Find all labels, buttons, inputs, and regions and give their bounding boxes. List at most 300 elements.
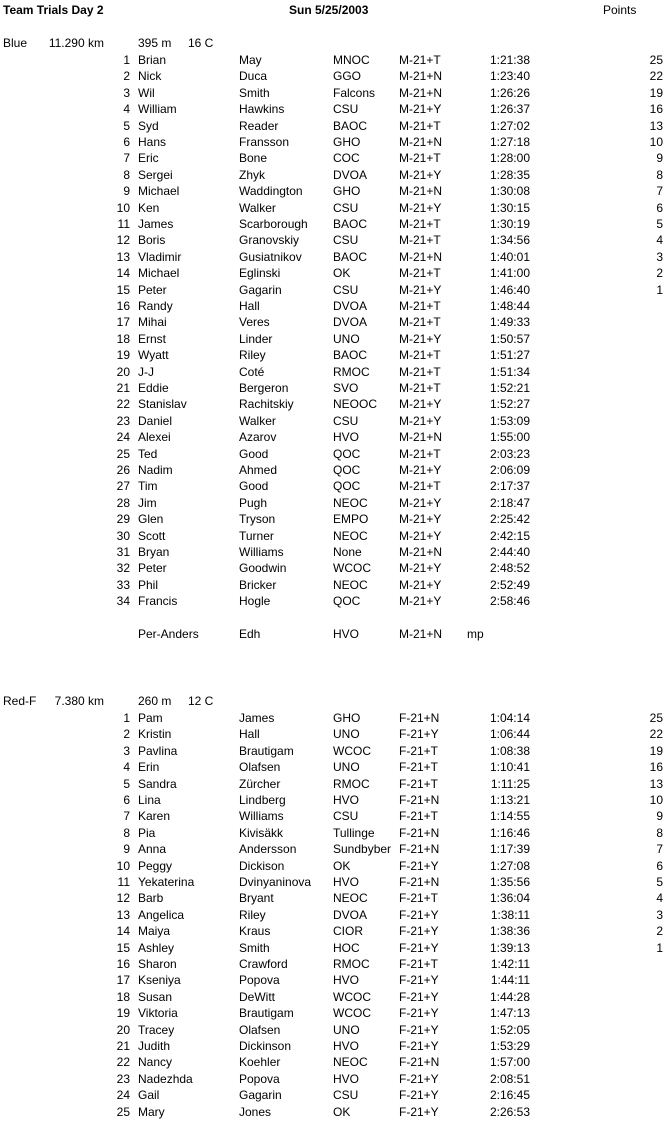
first-name-cell: Tim <box>138 479 158 494</box>
last-name-cell: Hawkins <box>239 102 285 117</box>
time-cell: 1:48:44 <box>489 299 530 313</box>
first-name-cell: Angelica <box>138 907 185 922</box>
time-cell: 1:53:29 <box>489 1039 530 1053</box>
class-cell: F-21+Y <box>399 940 439 955</box>
result-row <box>0 429 667 445</box>
result-row <box>0 282 667 298</box>
result-row <box>0 396 667 412</box>
class-cell: F-21+Y <box>399 1104 439 1119</box>
points-cell: 19 <box>649 743 663 758</box>
result-row <box>0 858 667 874</box>
last-name-cell: Gagarin <box>239 1088 282 1103</box>
result-row <box>0 85 667 101</box>
club-cell: HOC <box>333 940 360 955</box>
result-row <box>0 710 667 726</box>
class-cell: F-21+T <box>399 891 439 906</box>
first-name-cell: Eric <box>138 151 159 166</box>
last-name-cell: Kivisäkk <box>239 825 284 840</box>
time-cell: 2:08:51 <box>489 1071 530 1086</box>
club-cell: DVOA <box>333 167 368 182</box>
class-cell: M-21+Y <box>399 282 442 297</box>
place-cell: 31 <box>116 545 130 559</box>
club-cell: OK <box>333 1104 351 1119</box>
place-cell: 17 <box>116 315 130 330</box>
place-cell: 22 <box>116 397 130 412</box>
first-name-cell: Mihai <box>138 315 167 330</box>
last-name-cell: Dickison <box>239 858 285 873</box>
place-cell: 3 <box>123 743 130 758</box>
result-row <box>0 956 667 972</box>
club-cell: HVO <box>333 973 360 988</box>
club-cell: NEOC <box>333 891 368 906</box>
last-name-cell: Hogle <box>239 594 271 609</box>
last-name-cell: Walker <box>239 413 276 428</box>
result-row <box>0 183 667 199</box>
points-cell: 5 <box>656 875 663 889</box>
section-distance: 11.290 km <box>48 36 104 50</box>
time-cell: 2:48:52 <box>489 561 530 576</box>
class-cell: F-21+N <box>399 793 440 807</box>
result-row <box>0 52 667 68</box>
place-cell: 8 <box>123 825 130 840</box>
status-cell: mp <box>467 626 484 641</box>
section-controls: 12 C <box>188 694 214 708</box>
place-cell: 29 <box>116 512 130 527</box>
last-name-cell: Goodwin <box>239 561 287 576</box>
place-cell: 20 <box>116 1022 130 1037</box>
place-cell: 3 <box>123 85 130 100</box>
last-name-cell: Gagarin <box>239 282 282 297</box>
last-name-cell: Gusiatnikov <box>239 249 302 264</box>
club-cell: COC <box>333 151 360 166</box>
result-row <box>0 1104 667 1120</box>
place-cell: 4 <box>123 102 130 117</box>
points-column-header: Points <box>603 3 637 17</box>
result-row <box>0 200 667 216</box>
club-cell: HVO <box>333 1039 360 1053</box>
result-row <box>0 874 667 890</box>
class-cell: M-21+Y <box>399 200 442 215</box>
class-cell: M-21+Y <box>399 463 442 477</box>
result-row <box>0 347 667 363</box>
club-cell: UNO <box>333 331 360 346</box>
time-cell: 1:44:28 <box>489 989 530 1004</box>
first-name-cell: Francis <box>138 594 178 609</box>
club-cell: RMOC <box>333 957 370 971</box>
first-name-cell: Pia <box>138 825 156 840</box>
class-cell: F-21+Y <box>399 989 439 1004</box>
club-cell: DVOA <box>333 315 368 330</box>
first-name-cell: Ken <box>138 200 160 215</box>
result-row <box>0 380 667 396</box>
club-cell: GGO <box>333 69 362 84</box>
club-cell: CSU <box>333 1088 359 1103</box>
class-cell: F-21+Y <box>399 1071 439 1086</box>
place-cell: 11 <box>117 217 130 231</box>
class-cell: F-21+T <box>399 760 439 775</box>
class-cell: F-21+Y <box>399 973 439 988</box>
points-cell: 25 <box>649 711 663 725</box>
club-cell: BAOC <box>333 249 368 264</box>
mispunch-row <box>0 626 667 642</box>
last-name-cell: Walker <box>239 200 276 215</box>
place-cell: 1 <box>123 53 130 67</box>
time-cell: 1:51:34 <box>489 364 530 379</box>
time-cell: 2:44:40 <box>489 545 530 559</box>
last-name-cell: Bergeron <box>239 381 289 395</box>
time-cell: 1:04:14 <box>489 711 530 725</box>
class-cell: M-21+T <box>399 217 441 231</box>
club-cell: NEOOC <box>333 397 378 412</box>
class-cell: M-21+Y <box>399 512 442 527</box>
last-name-cell: Bryant <box>239 891 274 906</box>
time-cell: 2:58:46 <box>489 594 530 609</box>
first-name-cell: Anna <box>138 842 167 857</box>
last-name-cell: Duca <box>239 69 268 84</box>
first-name-cell: Yekaterina <box>138 875 195 889</box>
points-cell: 19 <box>649 85 663 100</box>
result-row <box>0 792 667 808</box>
club-cell: WCOC <box>333 743 371 758</box>
last-name-cell: Good <box>239 479 269 494</box>
time-cell: 1:14:55 <box>489 809 530 824</box>
time-cell: 2:17:37 <box>489 479 530 494</box>
last-name-cell: Smith <box>239 85 270 100</box>
last-name-cell: Good <box>239 446 269 461</box>
class-cell: M-21+Y <box>399 594 442 609</box>
last-name-cell: Eglinski <box>239 266 281 281</box>
result-row <box>0 825 667 841</box>
first-name-cell: Barb <box>138 891 164 906</box>
first-name-cell: Sandra <box>138 776 177 791</box>
result-row <box>0 298 667 314</box>
time-cell: 1:39:13 <box>489 940 530 955</box>
place-cell: 13 <box>116 907 130 922</box>
place-cell: 21 <box>116 381 130 395</box>
club-cell: QOC <box>333 463 361 477</box>
place-cell: 20 <box>116 364 130 379</box>
result-row <box>0 265 667 281</box>
result-row <box>0 808 667 824</box>
last-name-cell: Popova <box>239 973 280 988</box>
class-cell: M-21+N <box>399 545 443 559</box>
first-name-cell: Ashley <box>138 940 175 955</box>
first-name-cell: Ernst <box>138 331 167 346</box>
last-name-cell: Brautigam <box>239 743 294 758</box>
last-name-cell: Coté <box>239 364 265 379</box>
club-cell: CSU <box>333 200 359 215</box>
points-cell: 3 <box>656 249 663 264</box>
last-name-cell: Williams <box>239 809 284 824</box>
time-cell: 1:26:37 <box>489 102 530 117</box>
result-row <box>0 940 667 956</box>
club-cell: CSU <box>333 282 359 297</box>
first-name-cell: Alexei <box>138 430 171 445</box>
time-cell: 1:53:09 <box>489 413 530 428</box>
points-cell: 1 <box>656 940 663 955</box>
club-cell: NEOC <box>333 577 368 592</box>
time-cell: 1:50:57 <box>489 331 530 346</box>
first-name-cell: Lina <box>138 793 161 807</box>
time-cell: 1:42:11 <box>490 957 530 971</box>
class-cell: M-21+N <box>399 184 443 199</box>
last-name-cell: Popova <box>239 1071 280 1086</box>
section-label: Red-F <box>3 694 37 708</box>
first-name-cell: Nadim <box>138 463 173 477</box>
points-cell: 8 <box>656 825 663 840</box>
class-cell: F-21+T <box>399 776 439 791</box>
result-row <box>0 907 667 923</box>
first-name-cell: Randy <box>138 299 173 313</box>
class-cell: M-21+Y <box>399 528 442 543</box>
place-cell: 11 <box>117 875 130 889</box>
club-cell: HVO <box>333 626 360 641</box>
place-cell: 14 <box>116 924 130 939</box>
first-name-cell: James <box>138 217 174 231</box>
time-cell: 2:42:15 <box>489 528 530 543</box>
last-name-cell: Turner <box>239 528 274 543</box>
class-cell: M-21+T <box>399 479 441 494</box>
result-row <box>0 743 667 759</box>
result-row <box>0 1087 667 1103</box>
club-cell: OK <box>333 858 351 873</box>
time-cell: 1:49:33 <box>489 315 530 330</box>
last-name-cell: Williams <box>239 545 284 559</box>
result-row <box>0 759 667 775</box>
place-cell: 14 <box>116 266 130 281</box>
place-cell: 15 <box>116 940 130 955</box>
time-cell: 1:16:46 <box>489 825 530 840</box>
class-cell: M-21+Y <box>399 413 442 428</box>
class-cell: F-21+N <box>399 842 440 857</box>
place-cell: 12 <box>116 233 130 248</box>
club-cell: BAOC <box>333 118 368 133</box>
result-row <box>0 972 667 988</box>
points-cell: 3 <box>656 907 663 922</box>
points-cell: 7 <box>656 842 663 857</box>
club-cell: Falcons <box>333 85 376 100</box>
first-name-cell: Per-Anders <box>138 626 199 641</box>
class-cell: M-21+Y <box>399 577 442 592</box>
last-name-cell: Olafsen <box>239 1022 281 1037</box>
club-cell: CSU <box>333 233 359 248</box>
time-cell: 2:26:53 <box>489 1104 530 1119</box>
class-cell: F-21+N <box>399 711 440 725</box>
first-name-cell: Ted <box>138 446 158 461</box>
place-cell: 32 <box>116 561 130 576</box>
result-row <box>0 232 667 248</box>
place-cell: 6 <box>123 135 130 149</box>
place-cell: 22 <box>116 1055 130 1070</box>
place-cell: 4 <box>123 760 130 775</box>
time-cell: 1:30:19 <box>489 217 530 231</box>
place-cell: 28 <box>116 495 130 510</box>
section-controls: 16 C <box>188 36 214 50</box>
result-row <box>0 1054 667 1070</box>
first-name-cell: Peter <box>138 561 167 576</box>
place-cell: 30 <box>116 528 130 543</box>
club-cell: UNO <box>333 727 360 742</box>
points-cell: 9 <box>656 809 663 824</box>
section-climb: 260 m <box>138 694 172 708</box>
club-cell: HVO <box>333 1071 360 1086</box>
first-name-cell: Peggy <box>138 858 173 873</box>
place-cell: 7 <box>123 809 130 824</box>
class-cell: F-21+T <box>399 957 439 971</box>
points-cell: 10 <box>649 793 663 807</box>
class-cell: F-21+N <box>399 825 440 840</box>
result-row <box>0 989 667 1005</box>
club-cell: DVOA <box>333 299 368 313</box>
last-name-cell: May <box>239 53 262 67</box>
class-cell: M-21+Y <box>399 495 442 510</box>
place-cell: 2 <box>123 727 130 742</box>
last-name-cell: Andersson <box>239 842 297 857</box>
class-cell: M-21+T <box>399 151 441 166</box>
place-cell: 16 <box>116 299 130 313</box>
class-cell: M-21+T <box>399 118 441 133</box>
first-name-cell: Boris <box>138 233 166 248</box>
first-name-cell: J-J <box>138 364 154 379</box>
last-name-cell: Hall <box>239 727 260 742</box>
result-row <box>0 544 667 560</box>
club-cell: None <box>333 545 362 559</box>
club-cell: QOC <box>333 594 361 609</box>
first-name-cell: Brian <box>138 53 167 67</box>
time-cell: 1:11:25 <box>490 776 530 791</box>
first-name-cell: Glen <box>138 512 164 527</box>
class-cell: F-21+N <box>399 1055 440 1070</box>
points-cell: 6 <box>656 858 663 873</box>
class-cell: M-21+T <box>399 266 441 281</box>
last-name-cell: Granovskiy <box>239 233 300 248</box>
last-name-cell: Riley <box>239 907 266 922</box>
class-cell: M-21+T <box>399 315 441 330</box>
points-cell: 25 <box>649 53 663 67</box>
time-cell: 2:25:42 <box>489 512 530 527</box>
time-cell: 1:41:00 <box>489 266 530 281</box>
class-cell: M-21+Y <box>399 167 442 182</box>
place-cell: 18 <box>116 331 130 346</box>
result-row <box>0 511 667 527</box>
place-cell: 1 <box>123 711 130 725</box>
class-cell: M-21+T <box>399 233 441 248</box>
time-cell: 1:10:41 <box>489 760 530 775</box>
class-cell: F-21+T <box>399 743 439 758</box>
place-cell: 9 <box>123 184 130 199</box>
result-row <box>0 331 667 347</box>
class-cell: F-21+Y <box>399 727 439 742</box>
class-cell: M-21+N <box>399 85 443 100</box>
place-cell: 17 <box>116 973 130 988</box>
club-cell: OK <box>333 266 351 281</box>
first-name-cell: Phil <box>138 577 159 592</box>
result-row <box>0 560 667 576</box>
club-cell: HVO <box>333 875 360 889</box>
time-cell: 1:47:13 <box>489 1006 530 1021</box>
last-name-cell: Edh <box>239 626 261 641</box>
last-name-cell: Kraus <box>239 924 271 939</box>
time-cell: 1:52:21 <box>489 381 530 395</box>
club-cell: RMOC <box>333 364 370 379</box>
last-name-cell: Tryson <box>239 512 276 527</box>
result-row <box>0 150 667 166</box>
points-cell: 16 <box>649 760 663 775</box>
first-name-cell: Viktoria <box>138 1006 178 1021</box>
place-cell: 21 <box>116 1039 130 1053</box>
points-cell: 2 <box>656 924 663 939</box>
class-cell: M-21+T <box>399 53 441 67</box>
points-cell: 16 <box>649 102 663 117</box>
place-cell: 24 <box>116 1088 130 1103</box>
result-row <box>0 776 667 792</box>
class-cell: F-21+Y <box>399 907 439 922</box>
last-name-cell: Smith <box>239 940 270 955</box>
place-cell: 18 <box>116 989 130 1004</box>
result-row <box>0 364 667 380</box>
class-cell: M-21+T <box>399 446 441 461</box>
first-name-cell: Nick <box>138 69 162 84</box>
first-name-cell: Nadezhda <box>138 1071 193 1086</box>
result-row <box>0 841 667 857</box>
time-cell: 2:03:23 <box>489 446 530 461</box>
class-cell: M-21+N <box>399 430 443 445</box>
result-row <box>0 593 667 609</box>
points-cell: 22 <box>649 727 663 742</box>
first-name-cell: Michael <box>138 266 180 281</box>
club-cell: GHO <box>333 711 361 725</box>
result-row <box>0 1071 667 1087</box>
last-name-cell: Bricker <box>239 577 277 592</box>
last-name-cell: Pugh <box>239 495 268 510</box>
time-cell: 1:57:00 <box>489 1055 530 1070</box>
class-cell: M-21+T <box>399 381 441 395</box>
result-row <box>0 462 667 478</box>
time-cell: 1:13:21 <box>489 793 530 807</box>
last-name-cell: Reader <box>239 118 279 133</box>
time-cell: 1:27:02 <box>489 118 530 133</box>
first-name-cell: Wil <box>138 85 155 100</box>
first-name-cell: Stanislav <box>138 397 187 412</box>
place-cell: 24 <box>116 430 130 445</box>
result-row <box>0 528 667 544</box>
points-cell: 9 <box>656 151 663 166</box>
place-cell: 34 <box>116 594 130 609</box>
time-cell: 1:28:00 <box>489 151 530 166</box>
place-cell: 25 <box>116 446 130 461</box>
first-name-cell: Sergei <box>138 167 173 182</box>
time-cell: 1:27:18 <box>489 135 530 149</box>
first-name-cell: Judith <box>138 1039 171 1053</box>
time-cell: 1:21:38 <box>489 53 530 67</box>
first-name-cell: Erin <box>138 760 160 775</box>
first-name-cell: Nancy <box>138 1055 173 1070</box>
class-cell: F-21+Y <box>399 858 439 873</box>
place-cell: 5 <box>123 776 130 791</box>
first-name-cell: Hans <box>138 135 167 149</box>
last-name-cell: Crawford <box>239 957 288 971</box>
place-cell: 33 <box>116 577 130 592</box>
class-cell: F-21+Y <box>399 1006 439 1021</box>
place-cell: 7 <box>123 151 130 166</box>
section-climb: 395 m <box>138 36 172 50</box>
club-cell: GHO <box>333 184 361 199</box>
club-cell: BAOC <box>333 348 368 363</box>
first-name-cell: Wyatt <box>138 348 169 363</box>
place-cell: 10 <box>116 200 130 215</box>
first-name-cell: Mary <box>138 1104 165 1119</box>
club-cell: WCOC <box>333 1006 371 1021</box>
